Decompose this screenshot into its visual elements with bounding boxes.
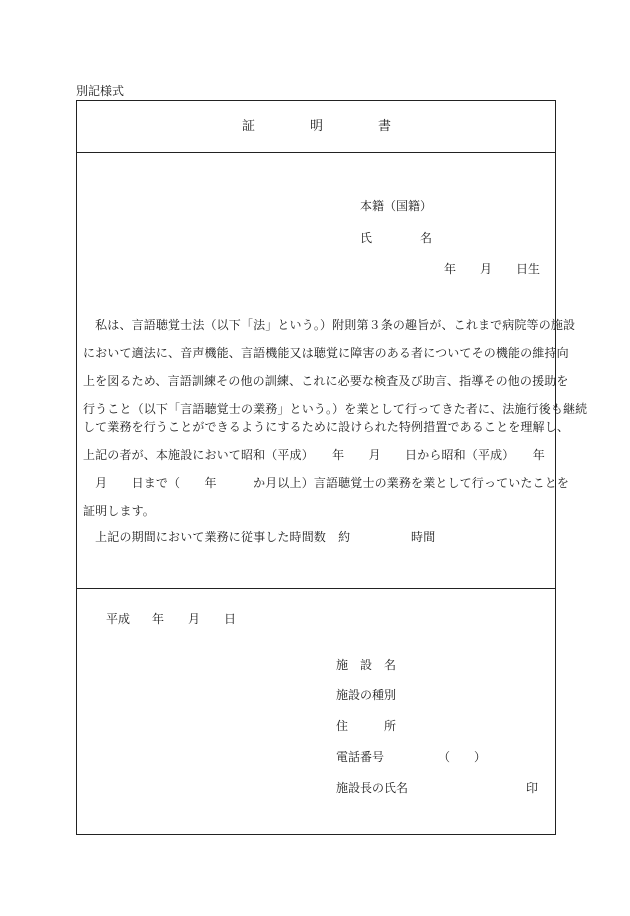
date-month: 月 xyxy=(188,612,201,626)
statement-line: 行うこと（以下「言語聴覚士の業務」という。）を業として行ってきた者に、法施行後も継続 xyxy=(83,402,588,416)
director-name-label: 施設長の氏名 xyxy=(336,781,409,795)
statement-line: 上を図るため、言語訓練その他の訓練、これに必要な検査及び助言、指導その他の援助を xyxy=(83,374,569,388)
name-label-second: 名 xyxy=(420,231,433,245)
statement-line: して業務を行うことができるようにするために設けられた特例措置であることを理解し、 xyxy=(83,420,570,434)
birth-year-label: 年 xyxy=(444,262,457,276)
title-char-3: 書 xyxy=(378,119,392,134)
facility-name-label: 施 設 名 xyxy=(336,658,397,672)
form-label: 別記様式 xyxy=(76,84,125,98)
phone-label: 電話番号 xyxy=(336,750,385,764)
address-label-second: 所 xyxy=(384,719,397,733)
title-char-1: 証 xyxy=(242,119,256,134)
address-label-first: 住 xyxy=(336,719,349,733)
phone-area-code-parens: （ ） xyxy=(438,750,487,764)
domicile-label: 本籍（国籍） xyxy=(360,199,433,213)
statement-line: 証明します。 xyxy=(83,504,155,518)
name-label-first: 氏 xyxy=(360,231,373,245)
title-char-2: 明 xyxy=(310,119,324,134)
birth-day-label: 日生 xyxy=(516,262,541,276)
seal-mark: 印 xyxy=(526,781,539,795)
statement-line: において適法に、音声機能、言語機能又は聴覚に障害のある者についてその機能の維持向 xyxy=(83,346,569,360)
section-divider xyxy=(77,588,555,589)
statement-line: 月 日まで（ 年 か月以上）言語聴覚士の業務を業として行っていたことを xyxy=(83,476,570,490)
title-divider xyxy=(77,152,555,153)
certificate-frame xyxy=(76,100,556,835)
date-era: 平成 xyxy=(106,612,131,626)
date-day: 日 xyxy=(224,612,237,626)
date-year: 年 xyxy=(152,612,165,626)
birth-month-label: 月 xyxy=(480,262,493,276)
statement-line: 上記の者が、本施設において昭和（平成） 年 月 日から昭和（平成） 年 xyxy=(83,448,545,462)
facility-type-label: 施設の種別 xyxy=(336,688,397,702)
hours-line: 上記の期間において業務に従事した時間数 約 時間 xyxy=(83,530,436,544)
statement-line: 私は、言語聴覚士法（以下「法」という。）附則第３条の趣旨が、これまで病院等の施設 xyxy=(83,318,576,332)
